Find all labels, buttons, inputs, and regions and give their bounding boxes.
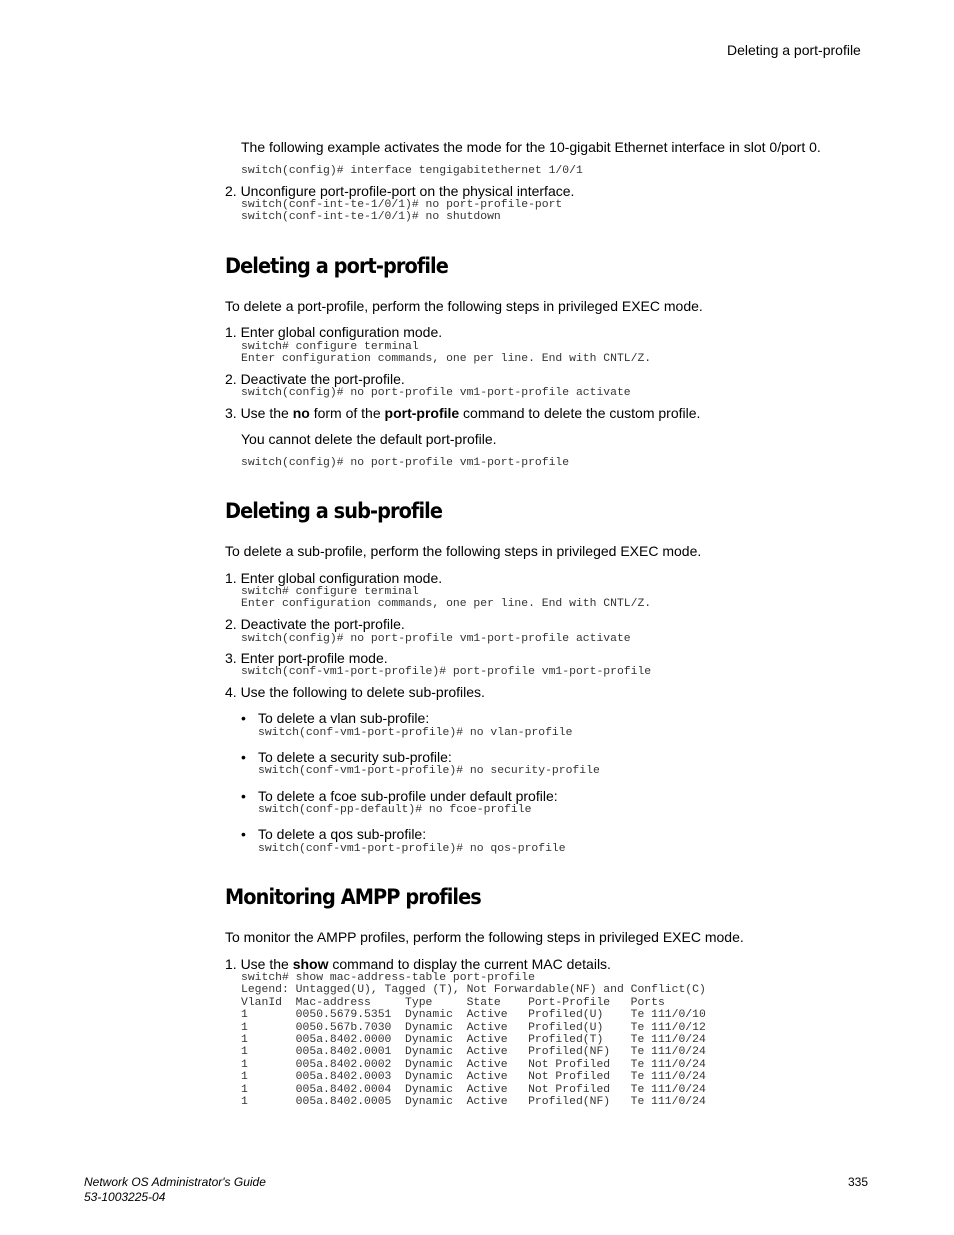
mac-table-output: switch# show mac-address-table port-profile Legend: Untagged(U), Tagged (T), Not Forwardable(NF) and Conflict(C) VlanId Mac-address Type State Port-Profile Ports 1 0050.5679.5351 Dynamic Active Profiled(U) Te 111/0/10 1 0050.567b.7030 Dynamic Active Profiled(U) Te 111/0/12 1 005a.8402.0000 Dynamic Active Profiled(T) Te 111/0/24 1 005a.8402.0001 Dynamic Active Profiled(NF) Te 111/0/24 1 005a.8402.0002 Dynamic Active Not Profiled Te 111/0/24 1 005a.8402.0003 Dynamic Active Not Profiled Te 111/0/24 1 005a.8402.0004 Dynamic Active Not Profiled Te 111/0/24 1 005a.8402.0005 Dynamic Active Profiled(NF) Te 111/0/24 (241, 972, 706, 1109)
code-block: switch(conf-vm1-port-profile)# no vlan-profile (258, 727, 573, 739)
bullet-marker: • (241, 710, 246, 726)
step-label: 1. Enter global configuration mode. (225, 570, 443, 586)
section-intro: To delete a port-profile, perform the following steps in privileged EXEC mode. (225, 298, 703, 314)
step-label: 1. Enter global configuration mode. (225, 324, 443, 340)
bullet-marker: • (241, 826, 246, 842)
footer-page-number: 335 (848, 1175, 869, 1189)
code-block: switch(conf-vm1-port-profile)# port-profile vm1-port-profile (241, 666, 652, 678)
code-block: switch(conf-vm1-port-profile)# no qos-profile (258, 843, 566, 855)
code-block: switch# configure terminal Enter configuration commands, one per line. End with CNTL/Z. (241, 341, 652, 366)
section-intro: To monitor the AMPP profiles, perform the following steps in privileged EXEC mode. (225, 929, 744, 945)
step-label: 4. Use the following to delete sub-profiles. (225, 684, 485, 700)
intro-text: The following example activates the mode for the 10-gigabit Ethernet interface in slot 0/port 0. (241, 139, 821, 155)
section-intro: To delete a sub-profile, perform the following steps in privileged EXEC mode. (225, 543, 702, 559)
code-block: switch(conf-vm1-port-profile)# no security-profile (258, 765, 600, 777)
intro-step2-label: 2. Unconfigure port-profile-port on the physical interface. (225, 183, 575, 199)
step-note: You cannot delete the default port-profile. (241, 431, 497, 447)
footer-doc-title: Network OS Administrator's Guide (84, 1175, 266, 1189)
footer-doc-number: 53-1003225-04 (84, 1190, 166, 1204)
bullet-marker: • (241, 749, 246, 765)
bullet-marker: • (241, 788, 246, 804)
section-heading-delete-sub-profile: Deleting a sub-profile (225, 499, 443, 523)
intro-code: switch(config)# interface tengigabitethernet 1/0/1 (241, 165, 583, 177)
section-heading-monitoring-ampp: Monitoring AMPP profiles (225, 885, 481, 909)
step-label: 3. Use the no form of the port-profile command to delete the custom profile. (225, 405, 701, 421)
step-label: 1. Use the show command to display the current MAC details. (225, 956, 611, 972)
step-label: 2. Deactivate the port-profile. (225, 371, 405, 387)
step-label: 3. Enter port-profile mode. (225, 650, 388, 666)
bullet-label: To delete a security sub-profile: (258, 749, 452, 765)
bullet-label: To delete a qos sub-profile: (258, 826, 427, 842)
section-heading-delete-port-profile: Deleting a port-profile (225, 254, 448, 278)
bullet-label: To delete a vlan sub-profile: (258, 710, 430, 726)
intro-step2-code: switch(conf-int-te-1/0/1)# no port-profile-port switch(conf-int-te-1/0/1)# no shutdown (241, 199, 563, 224)
bullet-label: To delete a fcoe sub-profile under default profile: (258, 788, 558, 804)
code-block: switch# configure terminal Enter configuration commands, one per line. End with CNTL/Z. (241, 586, 652, 611)
code-block: switch(conf-pp-default)# no fcoe-profile (258, 804, 532, 816)
code-block: switch(config)# no port-profile vm1-port-profile activate (241, 387, 631, 399)
code-block: switch(config)# no port-profile vm1-port-profile (241, 457, 570, 469)
step-label: 2. Deactivate the port-profile. (225, 616, 405, 632)
running-header: Deleting a port-profile (727, 42, 861, 58)
code-block: switch(config)# no port-profile vm1-port-profile activate (241, 633, 631, 645)
